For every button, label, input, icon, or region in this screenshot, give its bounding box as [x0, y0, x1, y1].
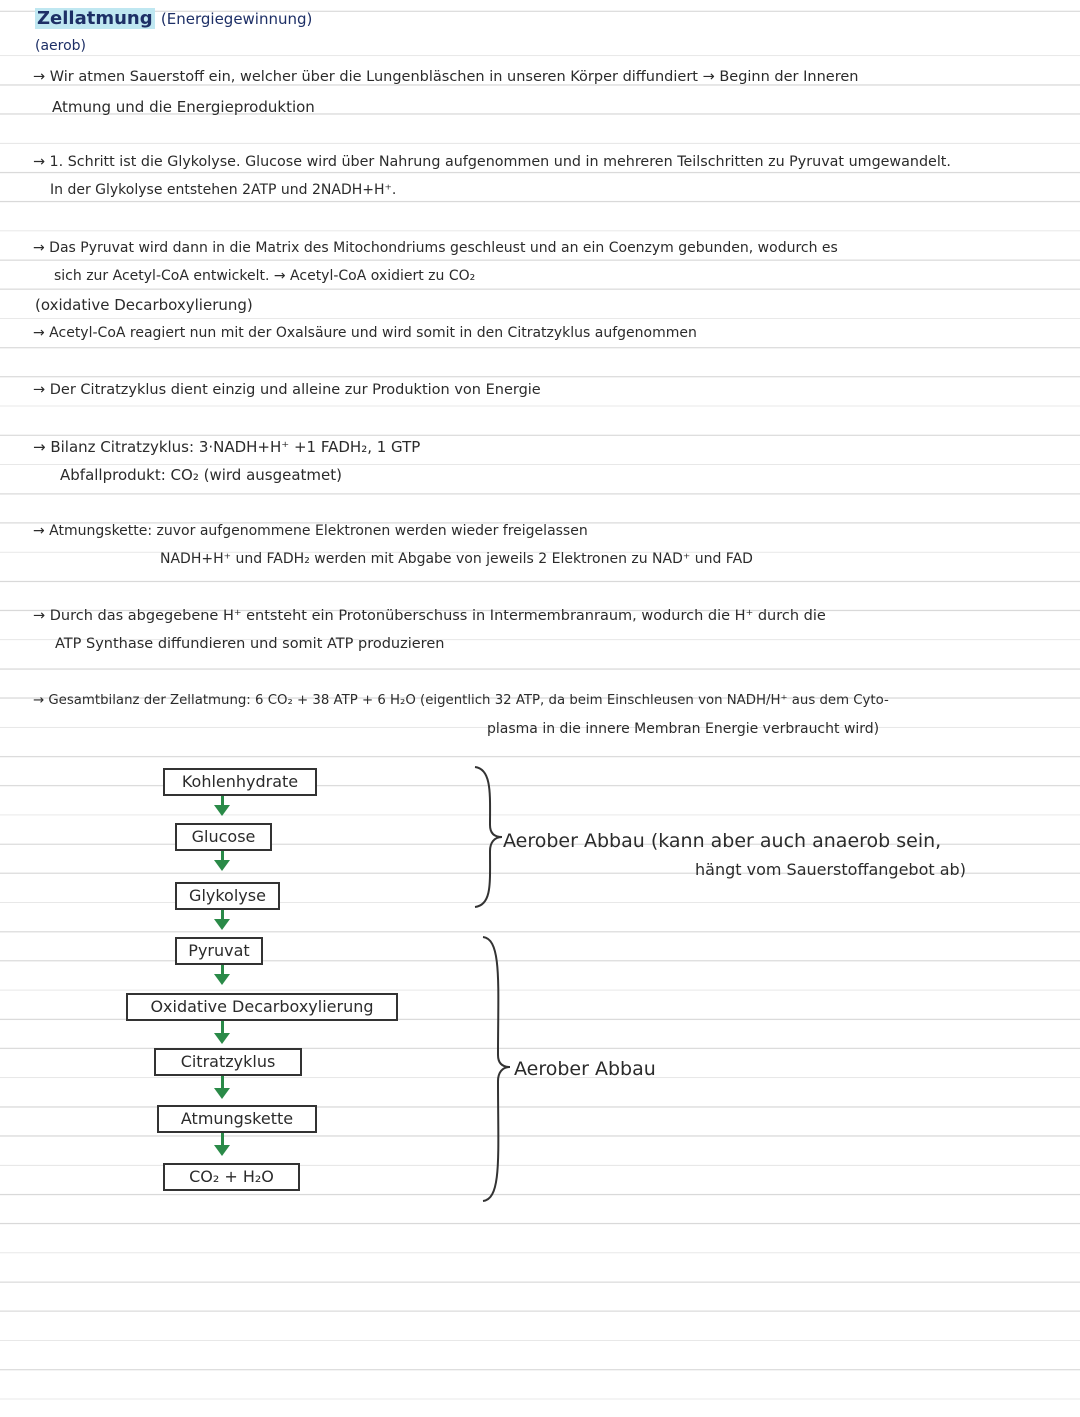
flow-box-kohlenhydrate: Kohlenhydrate — [163, 768, 317, 796]
flow-arrow-stem-7 — [221, 1133, 224, 1145]
flow-arrow-stem-6 — [221, 1076, 224, 1088]
brace-label-upper-1: Aerober Abbau (kann aber auch anaerob sein, — [503, 830, 942, 852]
flow-arrow-6 — [214, 1088, 230, 1099]
title-main: Zellatmung — [37, 8, 153, 29]
note-line-13: NADH+H⁺ und FADH₂ werden mit Abgabe von jeweils 2 Elektronen zu NAD⁺ und FAD — [160, 551, 753, 567]
flow-arrow-7 — [214, 1145, 230, 1156]
flow-arrow-stem-3 — [221, 910, 224, 919]
flow-box-citratzyklus: Citratzyklus — [154, 1048, 302, 1076]
flow-arrow-stem-2 — [221, 851, 224, 860]
flow-arrow-3 — [214, 919, 230, 930]
flow-box-oxidative-decarboxylierung: Oxidative Decarboxylierung — [126, 993, 398, 1021]
note-line-17: plasma in die innere Membran Energie verbraucht wird) — [487, 721, 880, 737]
flow-box-atmungskette: Atmungskette — [157, 1105, 317, 1133]
note-line-14: → Durch das abgegebene H⁺ entsteht ein Protonüberschuss in Intermembranraum, wodurch die H⁺ durch die — [33, 608, 826, 624]
flow-box-glucose: Glucose — [175, 823, 272, 851]
flow-box-glykolyse: Glykolyse — [175, 882, 280, 910]
brace-label-lower: Aerober Abbau — [514, 1058, 656, 1080]
note-line-10: → Bilanz Citratzyklus: 3·NADH+H⁺ +1 FADH₂, 1 GTP — [33, 438, 421, 456]
note-line-16: → Gesamtbilanz der Zellatmung: 6 CO₂ + 38 ATP + 6 H₂O (eigentlich 32 ATP, da beim Einschleusen von NADH/H⁺ aus dem Cyto- — [33, 693, 889, 708]
note-line-1: → Wir atmen Sauerstoff ein, welcher über die Lungenbläschen in unseren Körper diffundiert → Beginn der Inneren — [33, 69, 859, 85]
note-line-6: sich zur Acetyl-CoA entwickelt. → Acetyl-CoA oxidiert zu CO₂ — [54, 268, 476, 284]
note-line-2: Atmung und die Energieproduktion — [52, 98, 315, 116]
page-title — [35, 8, 312, 29]
note-line-9: → Der Citratzyklus dient einzig und alleine zur Produktion von Energie — [33, 382, 541, 398]
lower-brace — [478, 935, 518, 1203]
note-line-5: → Das Pyruvat wird dann in die Matrix des Mitochondriums geschleust und an ein Coenzym gebunden, wodurch es — [33, 240, 838, 256]
title-sub: (aerob) — [35, 38, 87, 54]
flow-box-co2-h2o: CO₂ + H₂O — [163, 1163, 300, 1191]
note-line-11: Abfallprodukt: CO₂ (wird ausgeatmet) — [60, 466, 342, 484]
flow-arrow-stem-5 — [221, 1021, 224, 1033]
note-line-7: (oxidative Decarboxylierung) — [35, 296, 253, 314]
flow-arrow-stem-4 — [221, 965, 224, 974]
note-line-15: ATP Synthase diffundieren und somit ATP produzieren — [55, 636, 445, 652]
title-paren: (Energiegewinnung) — [160, 10, 313, 28]
flow-arrow-stem-1 — [221, 796, 224, 805]
flow-arrow-2 — [214, 860, 230, 871]
flow-arrow-4 — [214, 974, 230, 985]
brace-label-upper-2: hängt vom Sauerstoffangebot ab) — [695, 860, 966, 879]
flow-arrow-5 — [214, 1033, 230, 1044]
flow-arrow-1 — [214, 805, 230, 816]
note-line-12: → Atmungskette: zuvor aufgenommene Elektronen werden wieder freigelassen — [33, 523, 588, 539]
flow-box-pyruvat: Pyruvat — [175, 937, 263, 965]
note-line-3: → 1. Schritt ist die Glykolyse. Glucose wird über Nahrung aufgenommen und in mehreren Teilschritten zu Pyruvat umgewandelt. — [33, 154, 951, 170]
note-line-4: In der Glykolyse entstehen 2ATP und 2NADH+H⁺. — [50, 182, 397, 198]
note-line-8: → Acetyl-CoA reagiert nun mit der Oxalsäure und wird somit in den Citratzyklus aufgenommen — [33, 325, 697, 341]
